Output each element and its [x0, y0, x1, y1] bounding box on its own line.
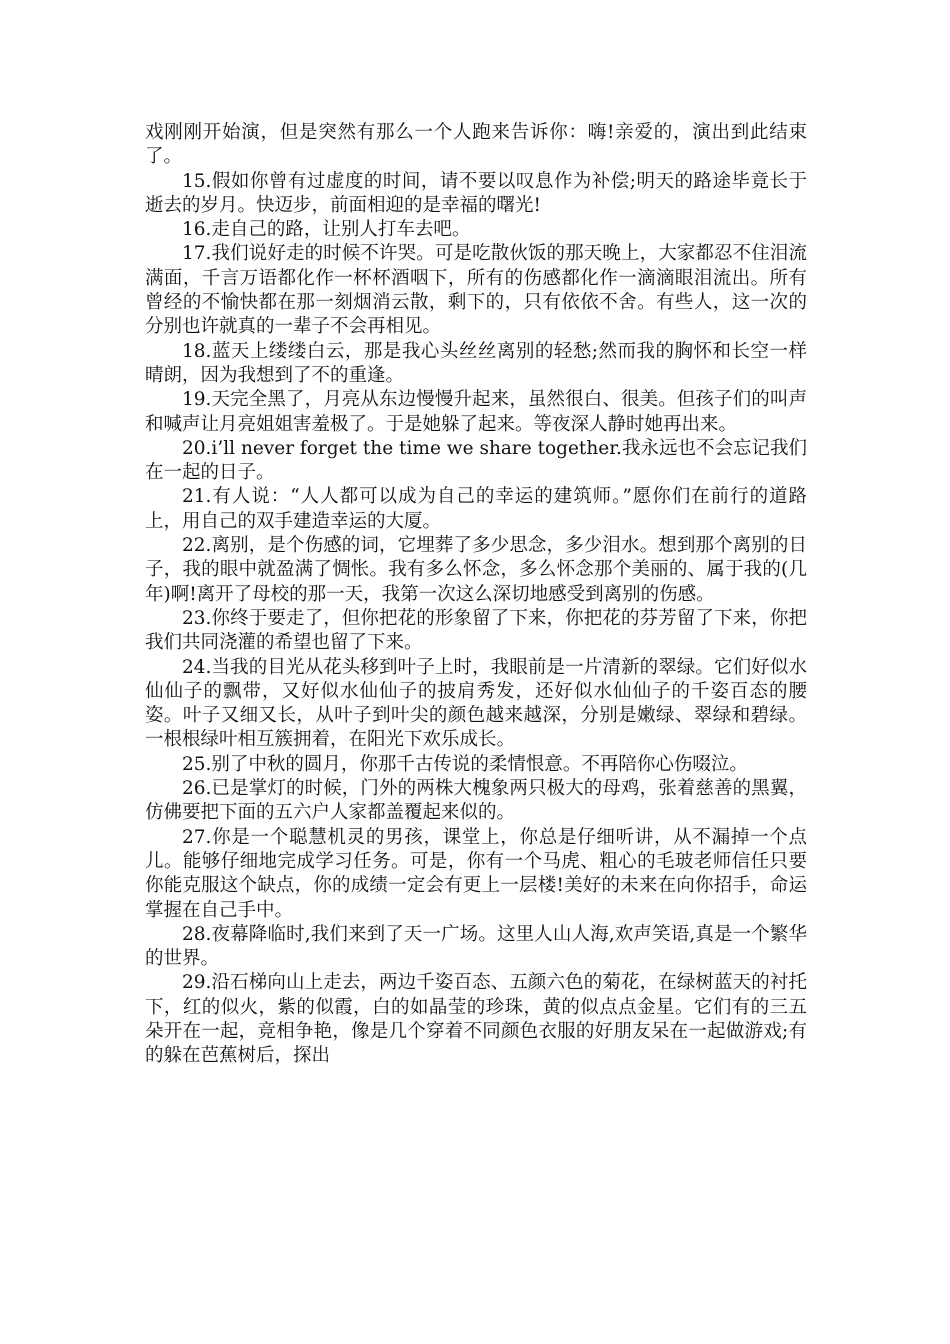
paragraph-item-29: 29.沿石梯向山上走去，两边千姿百态、五颜六色的菊花，在绿树蓝天的衬托下，红的似火，紫的似霞，白的如晶莹的珍珠，黄的似点点金星。它们有的三五朵开在一起，竞相争艳，像是几个穿着不同颜色衣服的好朋友呆在一起做游戏;有的躲在芭蕉树后，探出: [145, 972, 807, 1067]
document-body: [145, 121, 807, 1069]
paragraph-item-21: 21.有人说：“人人都可以成为自己的幸运的建筑师。”愿你们在前行的道路上，用自己的双手建造幸运的大厦。: [145, 486, 807, 532]
paragraph-item-22: 22.离别，是个伤感的词，它埋葬了多少思念，多少泪水。想到那个离别的日子，我的眼中就盈满了惆怅。我有多么怀念，多么怀念那个美丽的、属于我的(几年)啊!离开了母校的那一天，我第一次这么深切地感受到离别的伤感。: [145, 535, 807, 605]
paragraph-item-26: 26.已是掌灯的时候，门外的两株大槐象两只极大的母鸡，张着慈善的黑翼，仿佛要把下面的五六户人家都盖覆起来似的。: [145, 778, 807, 824]
paragraph-item-17: 17.我们说好走的时候不许哭。可是吃散伙饭的那天晚上，大家都忍不住泪流满面，千言万语都化作一杯杯酒咽下，所有的伤感都化作一滴滴眼泪流出。所有曾经的不愉快都在那一刻烟消云散，剩下的，只有依依不舍。有些人，这一次的分别也许就真的一辈子不会再相见。: [145, 243, 807, 338]
paragraph-item-16: 16.走自己的路，让别人打车去吧。: [182, 219, 471, 241]
paragraph-item-23: 23.你终于要走了，但你把花的形象留了下来，你把花的芬芳留了下来，你把我们共同浇灌的希望也留了下来。: [145, 607, 807, 654]
paragraph-item-27: 27.你是一个聪慧机灵的男孩，课堂上，你总是仔细听讲，从不漏掉一个点儿。能够仔细地完成学习任务。可是，你有一个马虎、粗心的毛玻老师信任只要你能克服这个缺点，你的成绩一定会有更上一层楼!美好的未来在向你招手，命运掌握在自己手中。: [145, 826, 807, 921]
paragraph-item-20: 20.i’ll never forget the time we share together.我永远也不会忘记我们在一起的日子。: [145, 437, 807, 484]
paragraph-item-19: 19.天完全黑了，月亮从东边慢慢升起来，虽然很白、很美。但孩子们的叫声和喊声让月亮姐姐害羞极了。于是她躲了起来。等夜深人静时她再出来。: [145, 389, 807, 435]
paragraph-continuation: 戏刚刚开始演，但是突然有那么一个人跑来告诉你：嗨!亲爱的，演出到此结束了。: [145, 122, 807, 168]
paragraph-item-28: 28.夜幕降临时,我们来到了天一广场。这里人山人海,欢声笑语,真是一个繁华的世界。: [145, 923, 807, 970]
paragraph-item-15: 15.假如你曾有过虚度的时间，请不要以叹息作为补偿;明天的路途毕竟长于逝去的岁月。快迈步，前面相迎的是幸福的曙光!: [145, 170, 807, 216]
paragraph-item-24: 24.当我的目光从花头移到叶子上时，我眼前是一片清新的翠绿。它们好似水仙仙子的飘带，又好似水仙仙子的披肩秀发，还好似水仙仙子的千姿百态的腰姿。叶子又细又长，从叶子到叶尖的颜色越来越深，分别是嫩绿、翠绿和碧绿。一根根绿叶相互簇拥着，在阳光下欢乐成长。: [145, 656, 807, 751]
paragraph-item-18: 18.蓝天上缕缕白云，那是我心头丝丝离别的轻愁;然而我的胸怀和长空一样晴朗，因为我想到了不的重逢。: [145, 340, 807, 386]
paragraph-item-25: 25.别了中秋的圆月，你那千古传说的柔情恨意。不再陪你心伤啜泣。: [182, 753, 748, 775]
